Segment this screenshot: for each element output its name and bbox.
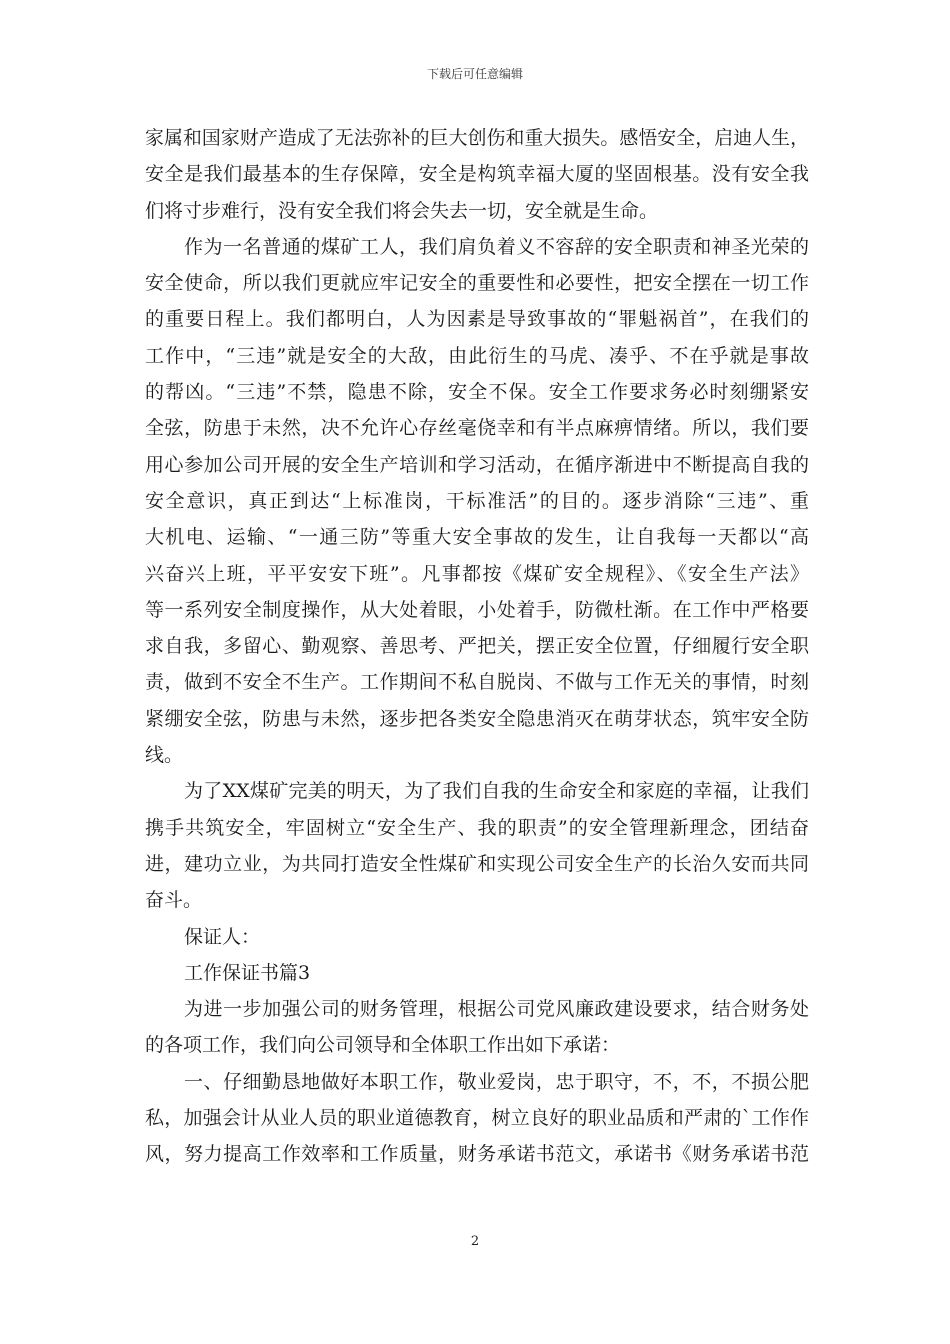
text-line: 携手共筑安全，牢固树立“安全生产、我的职责”的安全管理新理念，团结奋 [145, 816, 809, 839]
document-body [145, 124, 809, 1177]
text-line: 家属和国家财产造成了无法弥补的巨大创伤和重大损失。感悟安全，启迪人生， [145, 127, 809, 149]
text-line: 安全使命，所以我们更就应牢记安全的重要性和必要性，把安全摆在一切工作 [145, 272, 809, 295]
text-line: 工作中，“三违”就是安全的大敌，由此衍生的马虎、凑乎、不在乎就是事故 [145, 344, 809, 367]
text-line: 紧绷安全弦，防患与未然，逐步把各类安全隐患消灭在萌芽状态，筑牢安全防 [145, 707, 809, 730]
text-line: 求自我，多留心、勤观察、善思考、严把关，摆正安全位置，仔细履行安全职 [145, 635, 809, 658]
page-number: 2 [470, 1234, 480, 1249]
text-line: 私，加强会计从业人员的职业道德教育，树立良好的职业品质和严肃的`工作作 [145, 1107, 809, 1130]
text-line: 的重要日程上。我们都明白，人为因素是导致事故的“罪魁祸首”，在我们的 [145, 308, 809, 331]
paragraph-first-line: 作为一名普通的煤矿工人，我们肩负着义不容辞的安全职责和神圣光荣的 [184, 235, 809, 258]
paragraph-first-line: 为了XX煤矿完美的明天，为了我们自我的生命安全和家庭的幸福，让我们 [184, 780, 809, 803]
text-line: 奋斗。 [145, 889, 203, 912]
text-line: 责，做到不安全不生产。工作期间不私自脱岗、不做与工作无关的事情，时刻 [145, 671, 809, 694]
text-line: 线。 [145, 744, 184, 767]
text-line: 的帮凶。“三违”不禁，隐患不除，安全不保。安全工作要求务必时刻绷紧安 [145, 381, 809, 404]
text-line: 安全意识，真正到达“上标准岗，干标准活”的目的。逐步消除“三违”、重 [145, 489, 809, 512]
text-line: 大机电、运输、“一通三防”等重大安全事故的发生，让自我每一天都以“高 [145, 526, 809, 549]
text-line: 兴奋兴上班，平平安安下班”。凡事都按《煤矿安全规程》、《安全生产法》 [145, 562, 809, 585]
guarantor-label: 保证人： [184, 925, 261, 948]
text-line: 全弦，防患于未然，决不允许心存丝毫侥幸和有半点麻痹情绪。所以，我们要 [145, 417, 809, 440]
section-heading: 工作保证书篇3 [184, 961, 311, 984]
paragraph-first-line: 一、仔细勤恳地做好本职工作，敬业爱岗，忠于职守，不，不，不损公肥 [184, 1070, 809, 1093]
text-line: 用心参加公司开展的安全生产培训和学习活动，在循序渐进中不断提高自我的 [145, 453, 809, 476]
paragraph-first-line: 为进一步加强公司的财务管理，根据公司党风廉政建设要求，结合财务处 [184, 998, 809, 1021]
text-line: 的各项工作，我们向公司领导和全体职工作出如下承诺： [145, 1034, 621, 1057]
page-header: 下载后可任意编辑 [426, 67, 523, 81]
text-line: 们将寸步难行，没有安全我们将会失去一切，安全就是生命。 [145, 199, 659, 222]
text-line: 进，建功立业，为共同打造安全性煤矿和实现公司安全生产的长治久安而共同 [145, 852, 809, 875]
text-line: 等一系列安全制度操作，从大处着眼，小处着手，防微杜渐。在工作中严格要 [145, 598, 809, 621]
text-line: 安全是我们最基本的生存保障，安全是构筑幸福大厦的坚固根基。没有安全我 [145, 163, 809, 186]
text-line: 风，努力提高工作效率和工作质量，财务承诺书范文，承诺书《财务承诺书范 [145, 1143, 809, 1166]
